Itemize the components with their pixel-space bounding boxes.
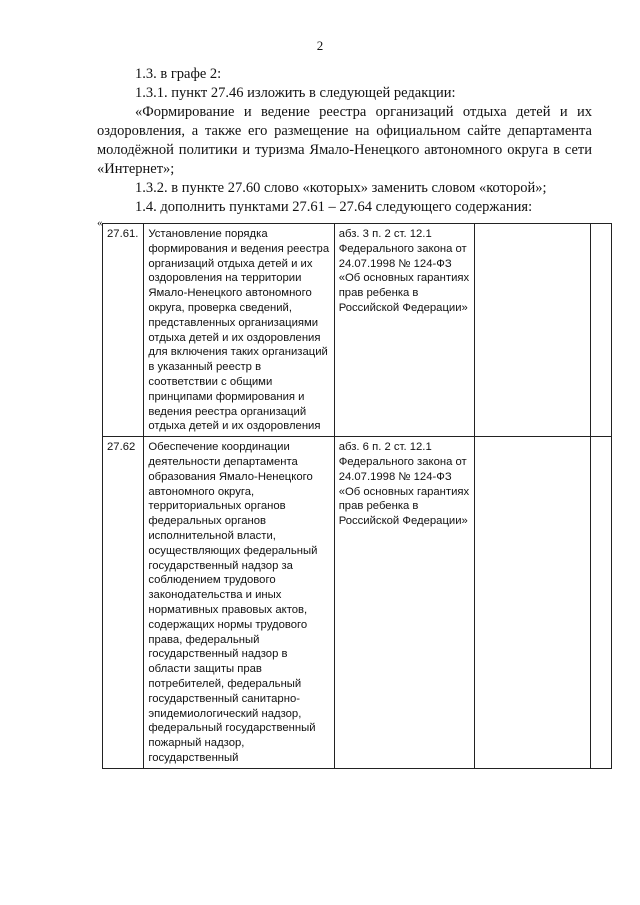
row-description: Установление порядка формирования и ведения реестра организаций отдыха детей и их оздоровления на территории Ямало-Ненецкого автономного округа, проверка сведений, представленных организациями отдыха детей и их оздоровления для включения таких организаций в указанный реестр в соответствии с общими принципами формирования и ведения реестра организаций отдыха детей и их оздоровления: [144, 224, 334, 437]
open-quote: «: [97, 217, 103, 229]
row-column-5: [590, 224, 612, 437]
amendment-table: [102, 223, 612, 769]
row-legal-basis: абз. 6 п. 2 ст. 12.1 Федерального закона от 24.07.1998 № 124-ФЗ «Об основных гарантиях прав ребенка в Российской Федерации»: [334, 437, 474, 769]
paragraph-1-3-1: 1.3.1. пункт 27.46 изложить в следующей редакции:: [135, 85, 456, 101]
paragraph-1-4: 1.4. дополнить пунктами 27.61 – 27.64 следующего содержания:: [135, 199, 533, 215]
row-column-5: [590, 437, 612, 769]
row-number: 27.62: [103, 437, 144, 769]
paragraph-1-3-2: 1.3.2. в пункте 27.60 слово «которых» заменить словом «которой»;: [135, 180, 547, 196]
row-legal-basis: абз. 3 п. 2 ст. 12.1 Федерального закона от 24.07.1998 № 124-ФЗ «Об основных гарантиях прав ребенка в Российской Федерации»: [334, 224, 474, 437]
row-column-4: [474, 437, 590, 769]
paragraph-1-3: 1.3. в графе 2:: [135, 66, 222, 82]
table-row: [103, 437, 612, 769]
page-number: 2: [316, 38, 324, 53]
row-description: Обеспечение координации деятельности департамента образования Ямало-Ненецкого автономного округа, территориальных органов федеральных органов исполнительной власти, осуществляющих федеральный государственный надзор за соблюдением трудового законодательства и иных нормативных правовых актов, содержащих нормы трудового права, федеральный государственный надзор в области защиты прав потребителей, федеральный государственный санитарно-эпидемиологический надзор, федеральный государственный пожарный надзор, государственный: [144, 437, 334, 769]
row-column-4: [474, 224, 590, 437]
table-row: [103, 224, 612, 437]
row-number: 27.61.: [103, 224, 144, 437]
paragraph-quoted-text: «Формирование и ведение реестра организаций отдыха детей и их оздоровления, а также его размещение на официальном сайте департамента молодёжной политики и туризма Ямало-Ненецкого автономного округа в сети «Интернет»;: [97, 104, 592, 177]
